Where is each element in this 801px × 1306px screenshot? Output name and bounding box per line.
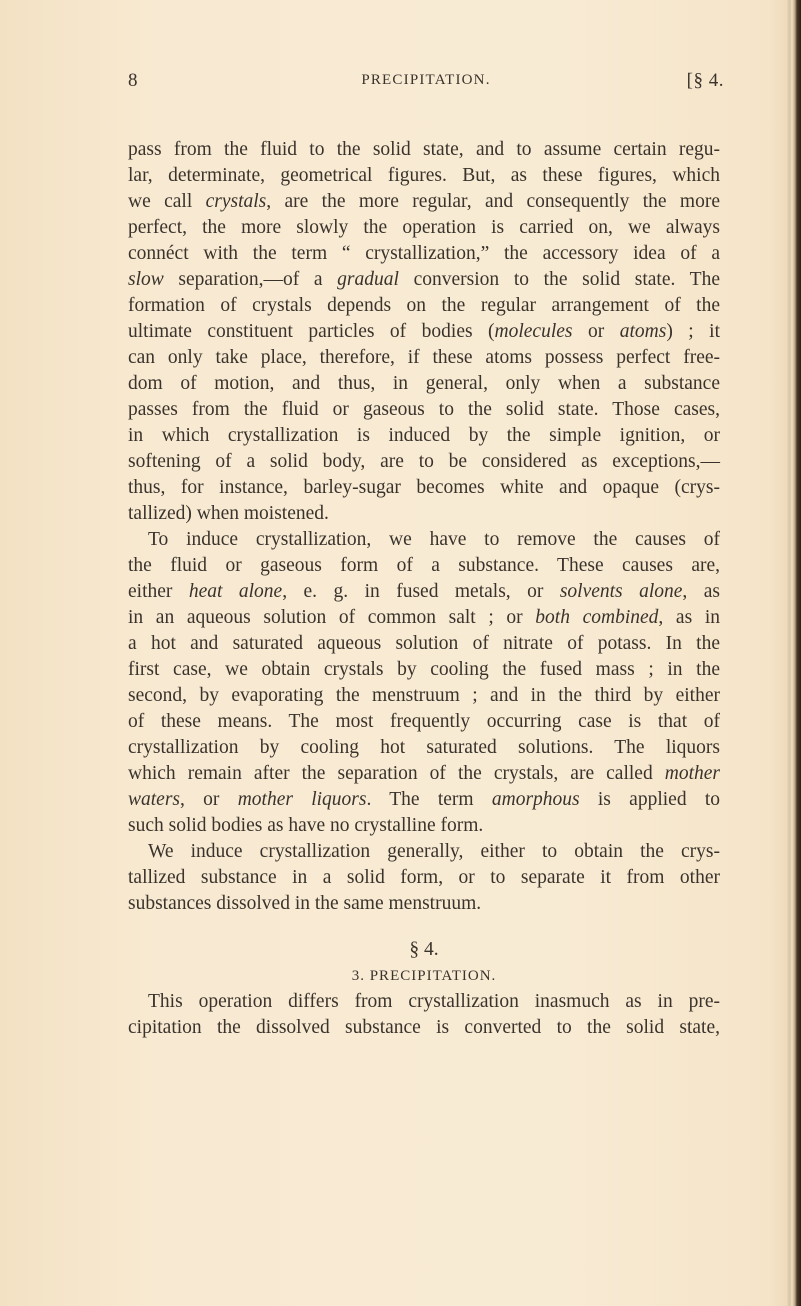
paragraph-purpose-of-crystallization <box>128 839 720 917</box>
text-line: can only take place, therefore, if these atoms possess perfect free- <box>128 347 720 368</box>
text-line: in which crystallization is induced by the simple ignition, or <box>128 425 720 446</box>
text-line: perfect, the more slowly the operation is carried on, we always <box>128 217 720 238</box>
text-line: pass from the fluid to the solid state, and to assume certain regu- <box>128 139 720 160</box>
text-line: second, by evaporating the menstruum ; and in the third by either <box>128 685 720 706</box>
italic-term: amorphous <box>491 789 580 810</box>
italic-term: heat alone <box>188 581 283 602</box>
text-line: dom of motion, and thus, in general, only when a substance <box>128 373 720 394</box>
text-line: thus, for instance, barley-sugar becomes white and opaque (crys- <box>128 477 720 498</box>
text-line: slow separation,—of a gradual conversion to the solid state. The <box>128 269 720 290</box>
text-line: crystallization by cooling hot saturated solutions. The liquors <box>128 737 720 758</box>
section-heading: 3. PRECIPITATION. <box>351 968 497 984</box>
text-line: This operation differs from crystallization inasmuch as in pre- <box>148 991 720 1012</box>
text-line: a hot and saturated aqueous solution of nitrate of potass. In the <box>128 633 720 654</box>
text-line: either heat alone, e. g. in fused metals, or solvents alone, as <box>128 581 720 602</box>
paragraph-precipitation-definition <box>128 989 720 1041</box>
page-body <box>128 137 720 1041</box>
italic-term: solvents alone <box>559 581 683 602</box>
italic-term: molecules <box>494 321 573 342</box>
text-line: We induce crystallization generally, either to obtain the crys- <box>148 841 720 862</box>
text-line: we call crystals, are the more regular, and consequently the more <box>128 191 720 212</box>
text-line: in an aqueous solution of common salt ; or both combined, as in <box>128 607 720 628</box>
text-line: passes from the fluid or gaseous to the solid state. Those cases, <box>128 399 720 420</box>
section-reference: [§ 4. <box>686 70 724 91</box>
italic-term: both combined <box>535 607 659 628</box>
text-line: cipitation the dissolved substance is converted to the solid state, <box>128 1017 720 1038</box>
italic-term: waters <box>128 789 181 810</box>
text-line: tallized) when moistened. <box>128 503 329 524</box>
text-line: ultimate constituent particles of bodies (molecules or atoms) ; it <box>128 321 721 342</box>
text-line: substances dissolved in the same menstruum. <box>128 893 482 914</box>
italic-term: gradual <box>337 269 399 290</box>
text-line: such solid bodies as have no crystalline form. <box>128 815 484 836</box>
text-line: formation of crystals depends on the regular arrangement of the <box>128 295 720 316</box>
text-line: which remain after the separation of the crystals, are called mother <box>128 763 720 784</box>
text-line: waters, or mother liquors. The term amorphous is applied to <box>128 789 721 810</box>
text-line: softening of a solid body, are to be considered as exceptions,— <box>128 451 720 472</box>
paragraph-crystallization-intro <box>128 137 720 527</box>
text-line: tallized substance in a solid form, or to separate it from other <box>128 867 720 888</box>
text-line: lar, determinate, geometrical figures. But, as these figures, which <box>128 165 720 186</box>
page-edge-binding <box>787 0 801 1306</box>
text-line: of these means. The most frequently occurring case is that of <box>128 711 720 732</box>
italic-term: atoms <box>619 321 667 342</box>
running-header <box>128 70 724 100</box>
italic-term: mother liquors <box>237 789 367 810</box>
italic-term: slow <box>128 269 164 290</box>
italic-term: mother <box>664 763 720 784</box>
text-line: To induce crystallization, we have to remove the causes of <box>148 529 720 550</box>
text-line: connéct with the term “ crystallization,” the accessory idea of a <box>128 243 720 264</box>
section-mark: § 4. <box>409 939 439 960</box>
running-title: PRECIPITATION. <box>361 72 491 88</box>
text-line: first case, we obtain crystals by cooling the fused mass ; in the <box>128 659 720 680</box>
paragraph-inducing-crystallization <box>128 527 720 839</box>
page-number: 8 <box>128 70 138 91</box>
text-line: the fluid or gaseous form of a substance. These causes are, <box>128 555 720 576</box>
italic-term: crystals <box>205 191 267 212</box>
